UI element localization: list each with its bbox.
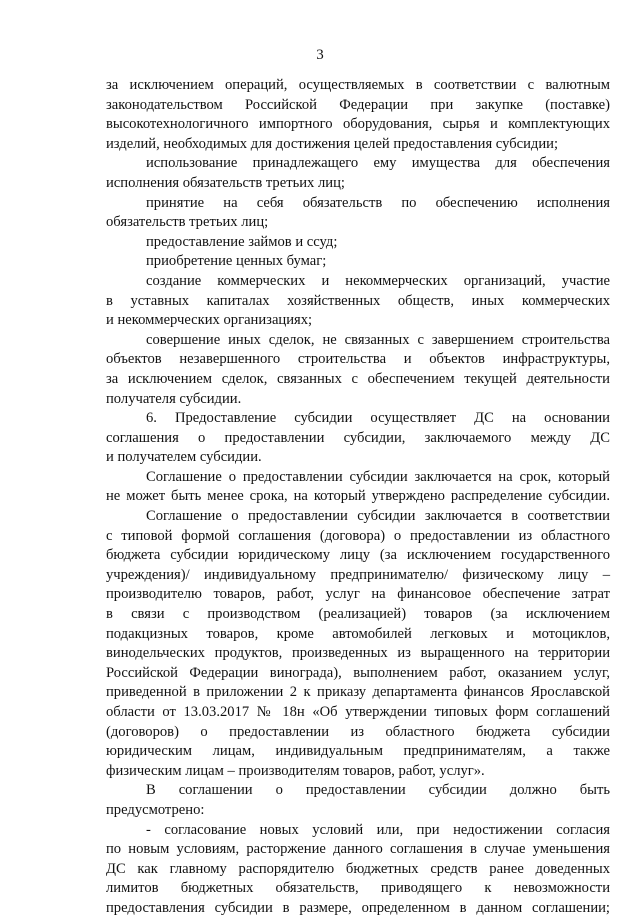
text-line: - согласование новых условий или, при недостижении согласия [146,821,610,838]
text-line: и некоммерческих организациях; [106,312,313,329]
text-line: Российской Федерации винограда), выполнением работ, оказанием услуг, [106,664,610,681]
document-body [106,76,610,919]
text-line: высокотехнологичного импортного оборудования, сырья и комплектующих [106,116,610,133]
text-line: в связи с производством (реализацией) товаров (за исключением [106,606,610,623]
text-line: принятие на себя обязательств по обеспечению исполнения [146,194,610,211]
text-line: ДС как главному распорядителю бюджетных средств ранее доведенных [106,860,610,877]
text-line: по новым условиям, расторжение данного соглашения в случае уменьшения [106,841,610,858]
text-line: приведенной в приложении 2 к приказу департамента финансов Ярославской [106,684,610,701]
text-line: Соглашение о предоставлении субсидии заключается на срок, который [146,468,610,485]
text-line: с типовой формой соглашения (договора) о предоставлении из областного [106,527,610,544]
text-line: и получателем субсидии. [106,449,262,466]
text-line: предоставления субсидии в размере, определенном в данном соглашении; [106,899,610,916]
text-line: за исключением сделок, связанных с обеспечением текущей деятельности [106,370,610,387]
page-number: 3 [316,47,324,63]
text-line: Соглашение о предоставлении субсидии заключается в соответствии [146,508,610,525]
text-line: совершение иных сделок, не связанных с завершением строительства [146,331,610,348]
text-line: В соглашении о предоставлении субсидии должно быть [146,782,610,799]
text-line: соглашения о предоставлении субсидии, заключаемого между ДС [106,429,610,446]
text-line: объектов незавершенного строительства и объектов инфраструктуры, [106,351,610,368]
text-line: учреждения)/ индивидуальному предпринимателю/ физическому лицу – [106,566,610,583]
text-line: приобретение ценных бумаг; [146,253,327,270]
text-line: подакцизных товаров, кроме автомобилей легковых и мотоциклов, [106,625,610,642]
text-line: за исключением операций, осуществляемых в соответствии с валютным [106,77,610,93]
text-line: предоставление займов и ссуд; [146,233,338,250]
text-line: использование принадлежащего ему имущества для обеспечения [146,155,610,172]
text-line: получателя субсидии. [106,390,242,407]
text-line: физическим лицам – производителям товаров, работ, услуг». [106,762,485,779]
text-line: производителю товаров, работ, услуг на финансовое обеспечение затрат [106,586,610,603]
text-line: лимитов бюджетных обязательств, приводящего к невозможности [106,880,610,897]
text-line: области от 13.03.2017 № 18н «Об утверждении типовых форм соглашений [106,704,610,720]
text-line: обязательств третьих лиц; [106,214,269,231]
text-line: бюджета субсидии юридическому лицу (за исключением государственного [106,547,610,564]
text-line: юридическим лицам, индивидуальным предпринимателям, а также [106,743,610,760]
text-line: не может быть менее срока, на который утверждено распределение субсидии. [106,488,610,505]
text-line: винодельческих продуктов, произведенных из выращенного на территории [106,645,610,662]
text-line: предусмотрено: [106,801,205,818]
text-line: создание коммерческих и некоммерческих организаций, участие [146,272,610,289]
text-line: (договоров) о предоставлении из областного бюджета субсидии [106,723,610,740]
text-line: законодательством Российской Федерации при закупке (поставке) [106,96,610,113]
text-line: 6. Предоставление субсидии осуществляет ДС на основании [146,410,610,427]
text-line: исполнения обязательств третьих лиц; [106,174,345,191]
text-line: изделий, необходимых для достижения целей предоставления субсидии; [106,135,559,152]
text-line: в уставных капиталах хозяйственных обществ, иных коммерческих [106,292,610,309]
